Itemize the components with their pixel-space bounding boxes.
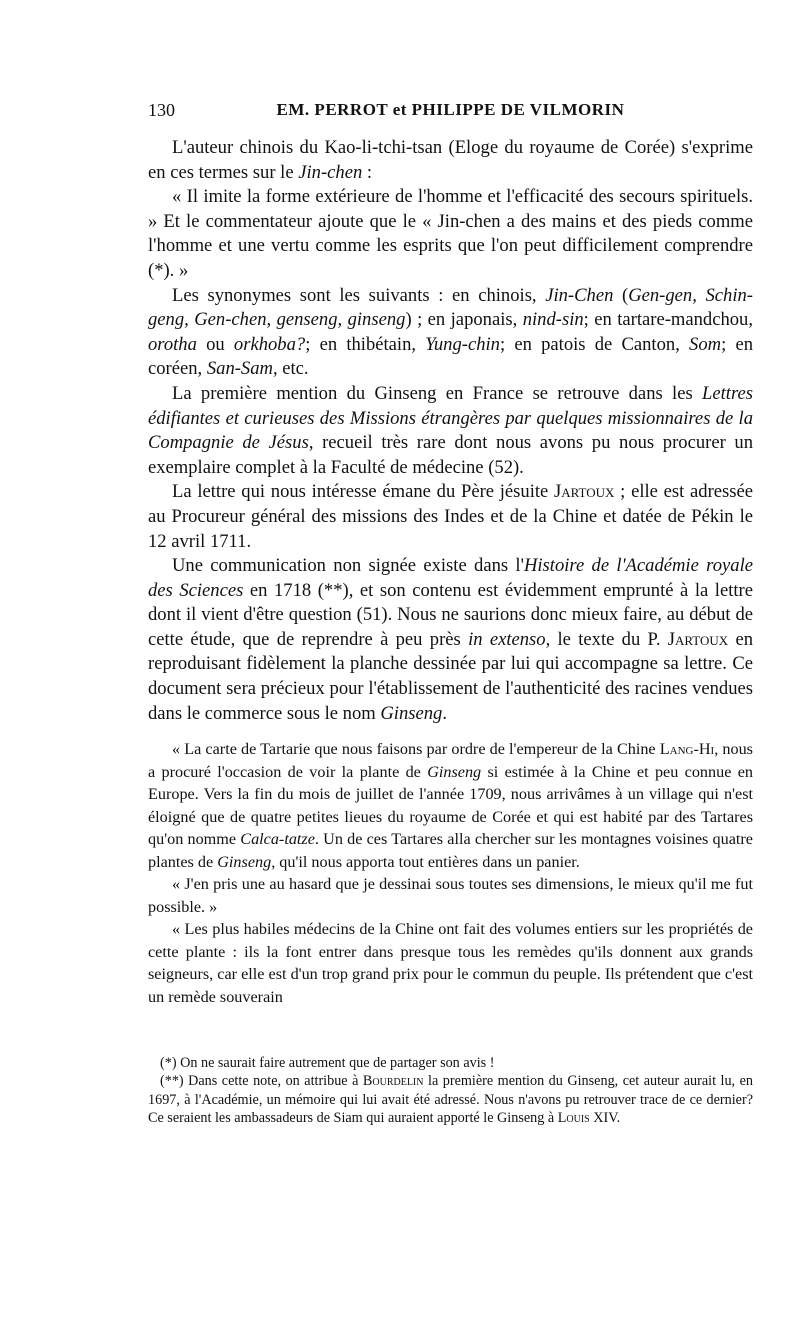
- text-run: , le texte du P.: [545, 628, 668, 650]
- text-run: « J'en pris une au hasard que je dessinai sous toutes ses dimensions, le mieux qu'il me fut possible. »: [148, 875, 753, 916]
- page-number: 130: [148, 100, 175, 120]
- page-header: [148, 100, 753, 124]
- text-run: ou: [196, 333, 234, 355]
- italic-term: Ginseng: [217, 852, 272, 871]
- text-run: .: [442, 702, 447, 724]
- italic-term: nind-sin: [522, 309, 584, 331]
- italic-term: Som: [689, 333, 722, 355]
- text-run: « Les plus habiles médecins de la Chine ont fait des volumes entiers sur les propriétés de cette plante : ils la font entrer dans presque tous les remèdes qu'ils donnent aux grands seigneurs, car elle est d'un trop grand prix pour le commun du peuple. Ils prétendent que c'est un remède souverain: [148, 920, 753, 1006]
- text-run: Les synonymes sont les suivants : en chinois,: [172, 284, 546, 306]
- quote-paragraph-3: [148, 918, 753, 1008]
- footnote-2: [148, 1072, 753, 1127]
- italic-title: Histoire de l'Académie royale des Sciences: [148, 555, 753, 601]
- footnotes: [148, 1054, 753, 1128]
- text-run: (**) Dans cette note, on attribue à: [160, 1073, 363, 1090]
- text-run: ; en tartare-mandchou,: [583, 309, 754, 331]
- text-run: ; en thibétain,: [305, 333, 426, 355]
- quote-paragraph-2: [148, 873, 753, 918]
- text-run: XIV.: [589, 1110, 621, 1127]
- paragraph-5: [148, 480, 753, 554]
- italic-title: Lettres édifiantes et curieuses des Missions étrangères par quelques missionnaires de la Compagnie de Jésus: [148, 382, 753, 454]
- footnote-1: [148, 1054, 753, 1072]
- italic-term: Jin-Chen: [545, 284, 614, 306]
- text-run: en 1718 (**), et son contenu est évidemment emprunté à la lettre dont il vient d'être question (51). Nous ne saurions donc mieux faire, au début de cette étude, que de reprendre à peu près: [148, 579, 753, 650]
- author-name: Jartoux: [667, 628, 729, 650]
- italic-term: Yung-chin: [425, 333, 500, 355]
- text-run: , etc.: [272, 358, 309, 380]
- author-name: Bourdelin: [362, 1073, 424, 1090]
- text-run: La première mention du Ginseng en France se retrouve dans les: [172, 382, 703, 404]
- author-name: Jartoux: [554, 481, 615, 503]
- italic-term: San-Sam: [206, 358, 273, 380]
- italic-term: orkhoba?: [233, 333, 306, 355]
- text-run: L'auteur chinois du Kao-li-tchi-tsan (Eloge du royaume de Corée) s'exprime en ces termes sur le: [148, 137, 753, 183]
- text-run: ) ; en japonais,: [405, 309, 523, 331]
- text-run: , nous a procuré l'occasion de voir la plante de: [148, 740, 753, 781]
- italic-term: Ginseng: [427, 762, 482, 781]
- text-run: « La carte de Tartarie que nous faisons par ordre de l'empereur de la Chine: [172, 740, 660, 758]
- quoted-letter: [148, 738, 753, 1008]
- running-title: EM. PERROT et PHILIPPE DE VILMORIN: [276, 100, 625, 119]
- text-run: Une communication non signée existe dans l': [172, 555, 524, 577]
- text-run: . Un de ces Tartares alla chercher sur les montagnes voisines quatre plantes de: [148, 830, 753, 871]
- emperor-name: Lang-Hi: [659, 740, 715, 758]
- text-run: , qu'il nous apporta tout entières dans un panier.: [271, 852, 580, 871]
- italic-term: orotha: [148, 333, 197, 355]
- italic-term: Jin-chen: [298, 161, 363, 183]
- text-run: (: [613, 284, 629, 306]
- text-run: , recueil très rare dont nous avons pu nous procurer un exemplaire complet à la Faculté de médecine (52).: [148, 432, 753, 478]
- text-run: La lettre qui nous intéresse émane du Père jésuite: [172, 481, 555, 503]
- text-run: ; en coréen,: [148, 333, 753, 380]
- paragraph-6: [148, 554, 753, 726]
- text-run: :: [362, 161, 373, 183]
- paragraph-2: [148, 185, 753, 283]
- text-run: en reproduisant fidèlement la planche dessinée par lui qui accompagne sa lettre. Ce document sera précieux pour l'établissement de l'authenticité des racines vendues dans le commerce sous le nom: [148, 628, 754, 724]
- text-run: « Il imite la forme extérieure de l'homme et l'efficacité des secours spirituels. » Et le commentateur ajoute que le « Jin-chen a des mains et des pieds comme l'homme et une vertu comme les esprits que l'on peut difficilement comprendre (*). »: [148, 186, 753, 281]
- text-run: (*) On ne saurait faire autrement que de partager son avis !: [160, 1055, 495, 1071]
- paragraph-4: [148, 382, 753, 480]
- text-run: ; en patois de Canton,: [499, 333, 690, 355]
- king-name: Louis: [557, 1110, 590, 1127]
- paragraph-3: [148, 284, 753, 382]
- main-text: [148, 136, 753, 726]
- text-run: ; elle est adressée au Procureur général des missions des Indes et de la Chine et datée de Pékin le 12 avril 1711.: [148, 481, 754, 552]
- quote-paragraph-1: [148, 738, 753, 873]
- italic-term: Ginseng: [380, 702, 443, 724]
- text-run: si estimée à la Chine et peu connue en Europe. Vers la fin du mois de juillet de l'année 1709, nous arrivâmes à un village qui n'est éloigné que de quatre petites lieues du royaume de Corée et qui est habité par des Tartares qu'on nomme: [148, 762, 753, 848]
- text-run: la première mention du Ginseng, cet auteur aurait lu, en 1697, à l'Académie, un mémoire qui lui avait été adressé. Nous n'avons pu retrouver trace de ce dernier? Ce seraient les ambassadeurs de Siam qui auraient apporté le Ginseng à: [148, 1073, 753, 1127]
- paragraph-1: [148, 136, 753, 185]
- italic-term: Calca-tatze: [240, 830, 315, 848]
- italic-term: Gen-gen, Schin-geng, Gen-chen, genseng, ginseng: [148, 284, 753, 331]
- italic-term: in extenso: [468, 628, 546, 650]
